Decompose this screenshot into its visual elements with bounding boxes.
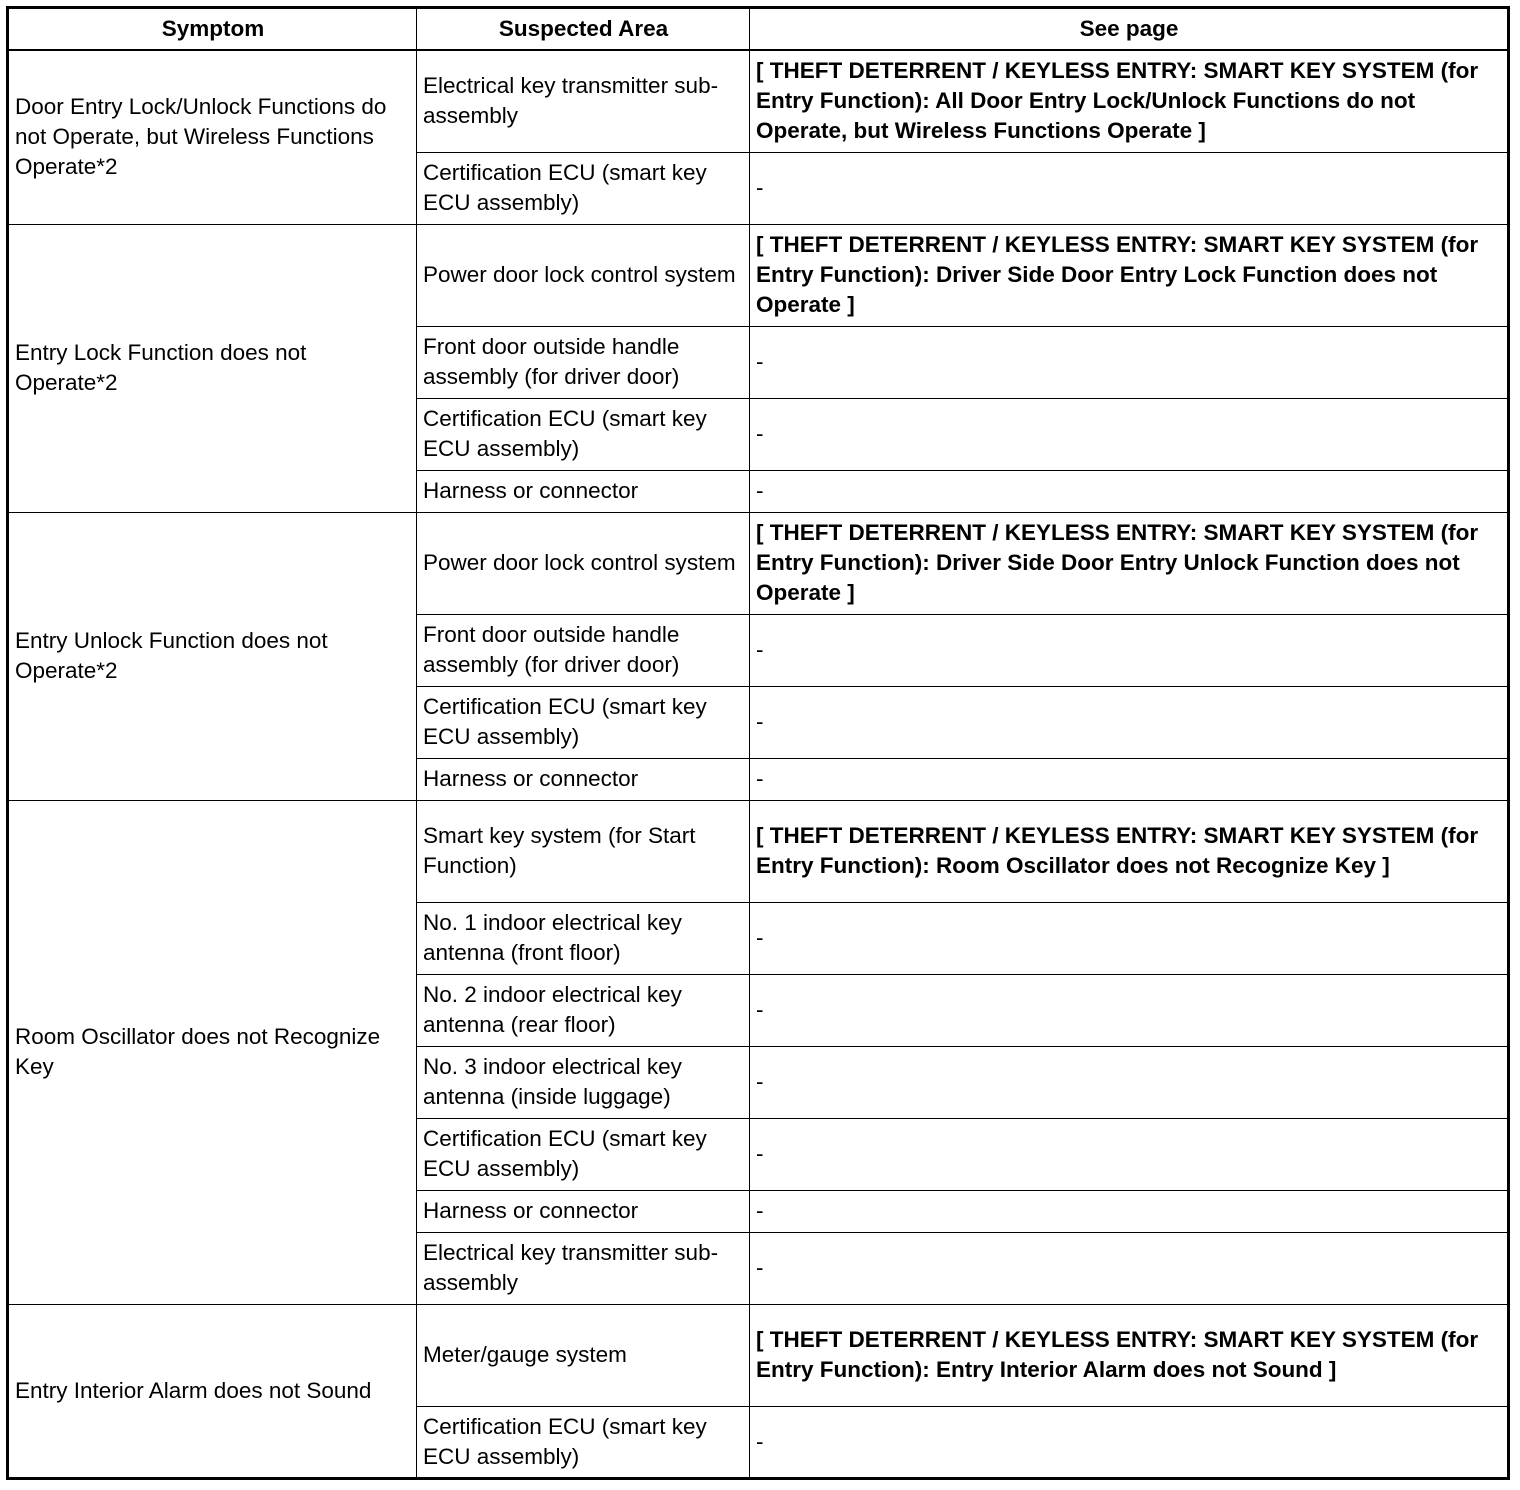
suspected-area-cell: No. 1 indoor electrical key antenna (front floor)	[417, 902, 750, 974]
see-page-reference[interactable]: [ THEFT DETERRENT / KEYLESS ENTRY: SMART KEY SYSTEM (for Entry Function): Entry Interior Alarm does not Sound ]	[750, 1304, 1509, 1406]
suspected-area-cell: Meter/gauge system	[417, 1304, 750, 1406]
table-row	[8, 50, 1509, 152]
suspected-area-cell: Front door outside handle assembly (for driver door)	[417, 614, 750, 686]
suspected-area-cell: Certification ECU (smart key ECU assembly)	[417, 686, 750, 758]
table-header-row	[8, 8, 1509, 51]
suspected-area-cell: Power door lock control system	[417, 224, 750, 326]
symptom-cell: Door Entry Lock/Unlock Functions do not Operate, but Wireless Functions Operate*2	[8, 50, 417, 224]
table-row	[8, 1304, 1509, 1406]
see-page-none: -	[750, 398, 1509, 470]
symptom-table	[6, 6, 1510, 1480]
see-page-none: -	[750, 974, 1509, 1046]
see-page-none: -	[750, 1232, 1509, 1304]
see-page-none: -	[750, 1190, 1509, 1232]
header-see-page: See page	[750, 8, 1509, 51]
table-row	[8, 224, 1509, 326]
header-suspected-area: Suspected Area	[417, 8, 750, 51]
suspected-area-cell: Certification ECU (smart key ECU assembly)	[417, 152, 750, 224]
see-page-reference[interactable]: [ THEFT DETERRENT / KEYLESS ENTRY: SMART KEY SYSTEM (for Entry Function): Driver Side Door Entry Lock Function does not Operate ]	[750, 224, 1509, 326]
suspected-area-cell: Certification ECU (smart key ECU assembly)	[417, 1406, 750, 1478]
suspected-area-cell: Harness or connector	[417, 470, 750, 512]
header-symptom: Symptom	[8, 8, 417, 51]
see-page-none: -	[750, 1118, 1509, 1190]
suspected-area-cell: Certification ECU (smart key ECU assembly)	[417, 398, 750, 470]
see-page-none: -	[750, 470, 1509, 512]
see-page-reference[interactable]: [ THEFT DETERRENT / KEYLESS ENTRY: SMART KEY SYSTEM (for Entry Function): Driver Side Door Entry Unlock Function does not Operate ]	[750, 512, 1509, 614]
symptom-cell: Entry Interior Alarm does not Sound	[8, 1304, 417, 1478]
see-page-none: -	[750, 614, 1509, 686]
see-page-none: -	[750, 326, 1509, 398]
see-page-none: -	[750, 1046, 1509, 1118]
suspected-area-cell: Front door outside handle assembly (for driver door)	[417, 326, 750, 398]
suspected-area-cell: Harness or connector	[417, 1190, 750, 1232]
see-page-none: -	[750, 152, 1509, 224]
table-body	[8, 50, 1509, 1478]
see-page-none: -	[750, 1406, 1509, 1478]
symptom-cell: Entry Lock Function does not Operate*2	[8, 224, 417, 512]
suspected-area-cell: Harness or connector	[417, 758, 750, 800]
see-page-none: -	[750, 758, 1509, 800]
symptom-cell: Entry Unlock Function does not Operate*2	[8, 512, 417, 800]
suspected-area-cell: Power door lock control system	[417, 512, 750, 614]
symptom-cell: Room Oscillator does not Recognize Key	[8, 800, 417, 1304]
see-page-reference[interactable]: [ THEFT DETERRENT / KEYLESS ENTRY: SMART KEY SYSTEM (for Entry Function): Room Oscillator does not Recognize Key ]	[750, 800, 1509, 902]
suspected-area-cell: Electrical key transmitter sub-assembly	[417, 1232, 750, 1304]
suspected-area-cell: Certification ECU (smart key ECU assembly)	[417, 1118, 750, 1190]
suspected-area-cell: No. 2 indoor electrical key antenna (rear floor)	[417, 974, 750, 1046]
see-page-reference[interactable]: [ THEFT DETERRENT / KEYLESS ENTRY: SMART KEY SYSTEM (for Entry Function): All Door Entry Lock/Unlock Functions do not Operate, but Wireless Functions Operate ]	[750, 50, 1509, 152]
suspected-area-cell: Electrical key transmitter sub-assembly	[417, 50, 750, 152]
table-row	[8, 800, 1509, 902]
suspected-area-cell: No. 3 indoor electrical key antenna (inside luggage)	[417, 1046, 750, 1118]
table-row	[8, 512, 1509, 614]
see-page-none: -	[750, 686, 1509, 758]
suspected-area-cell: Smart key system (for Start Function)	[417, 800, 750, 902]
troubleshooting-table-container	[6, 6, 1510, 1480]
see-page-none: -	[750, 902, 1509, 974]
